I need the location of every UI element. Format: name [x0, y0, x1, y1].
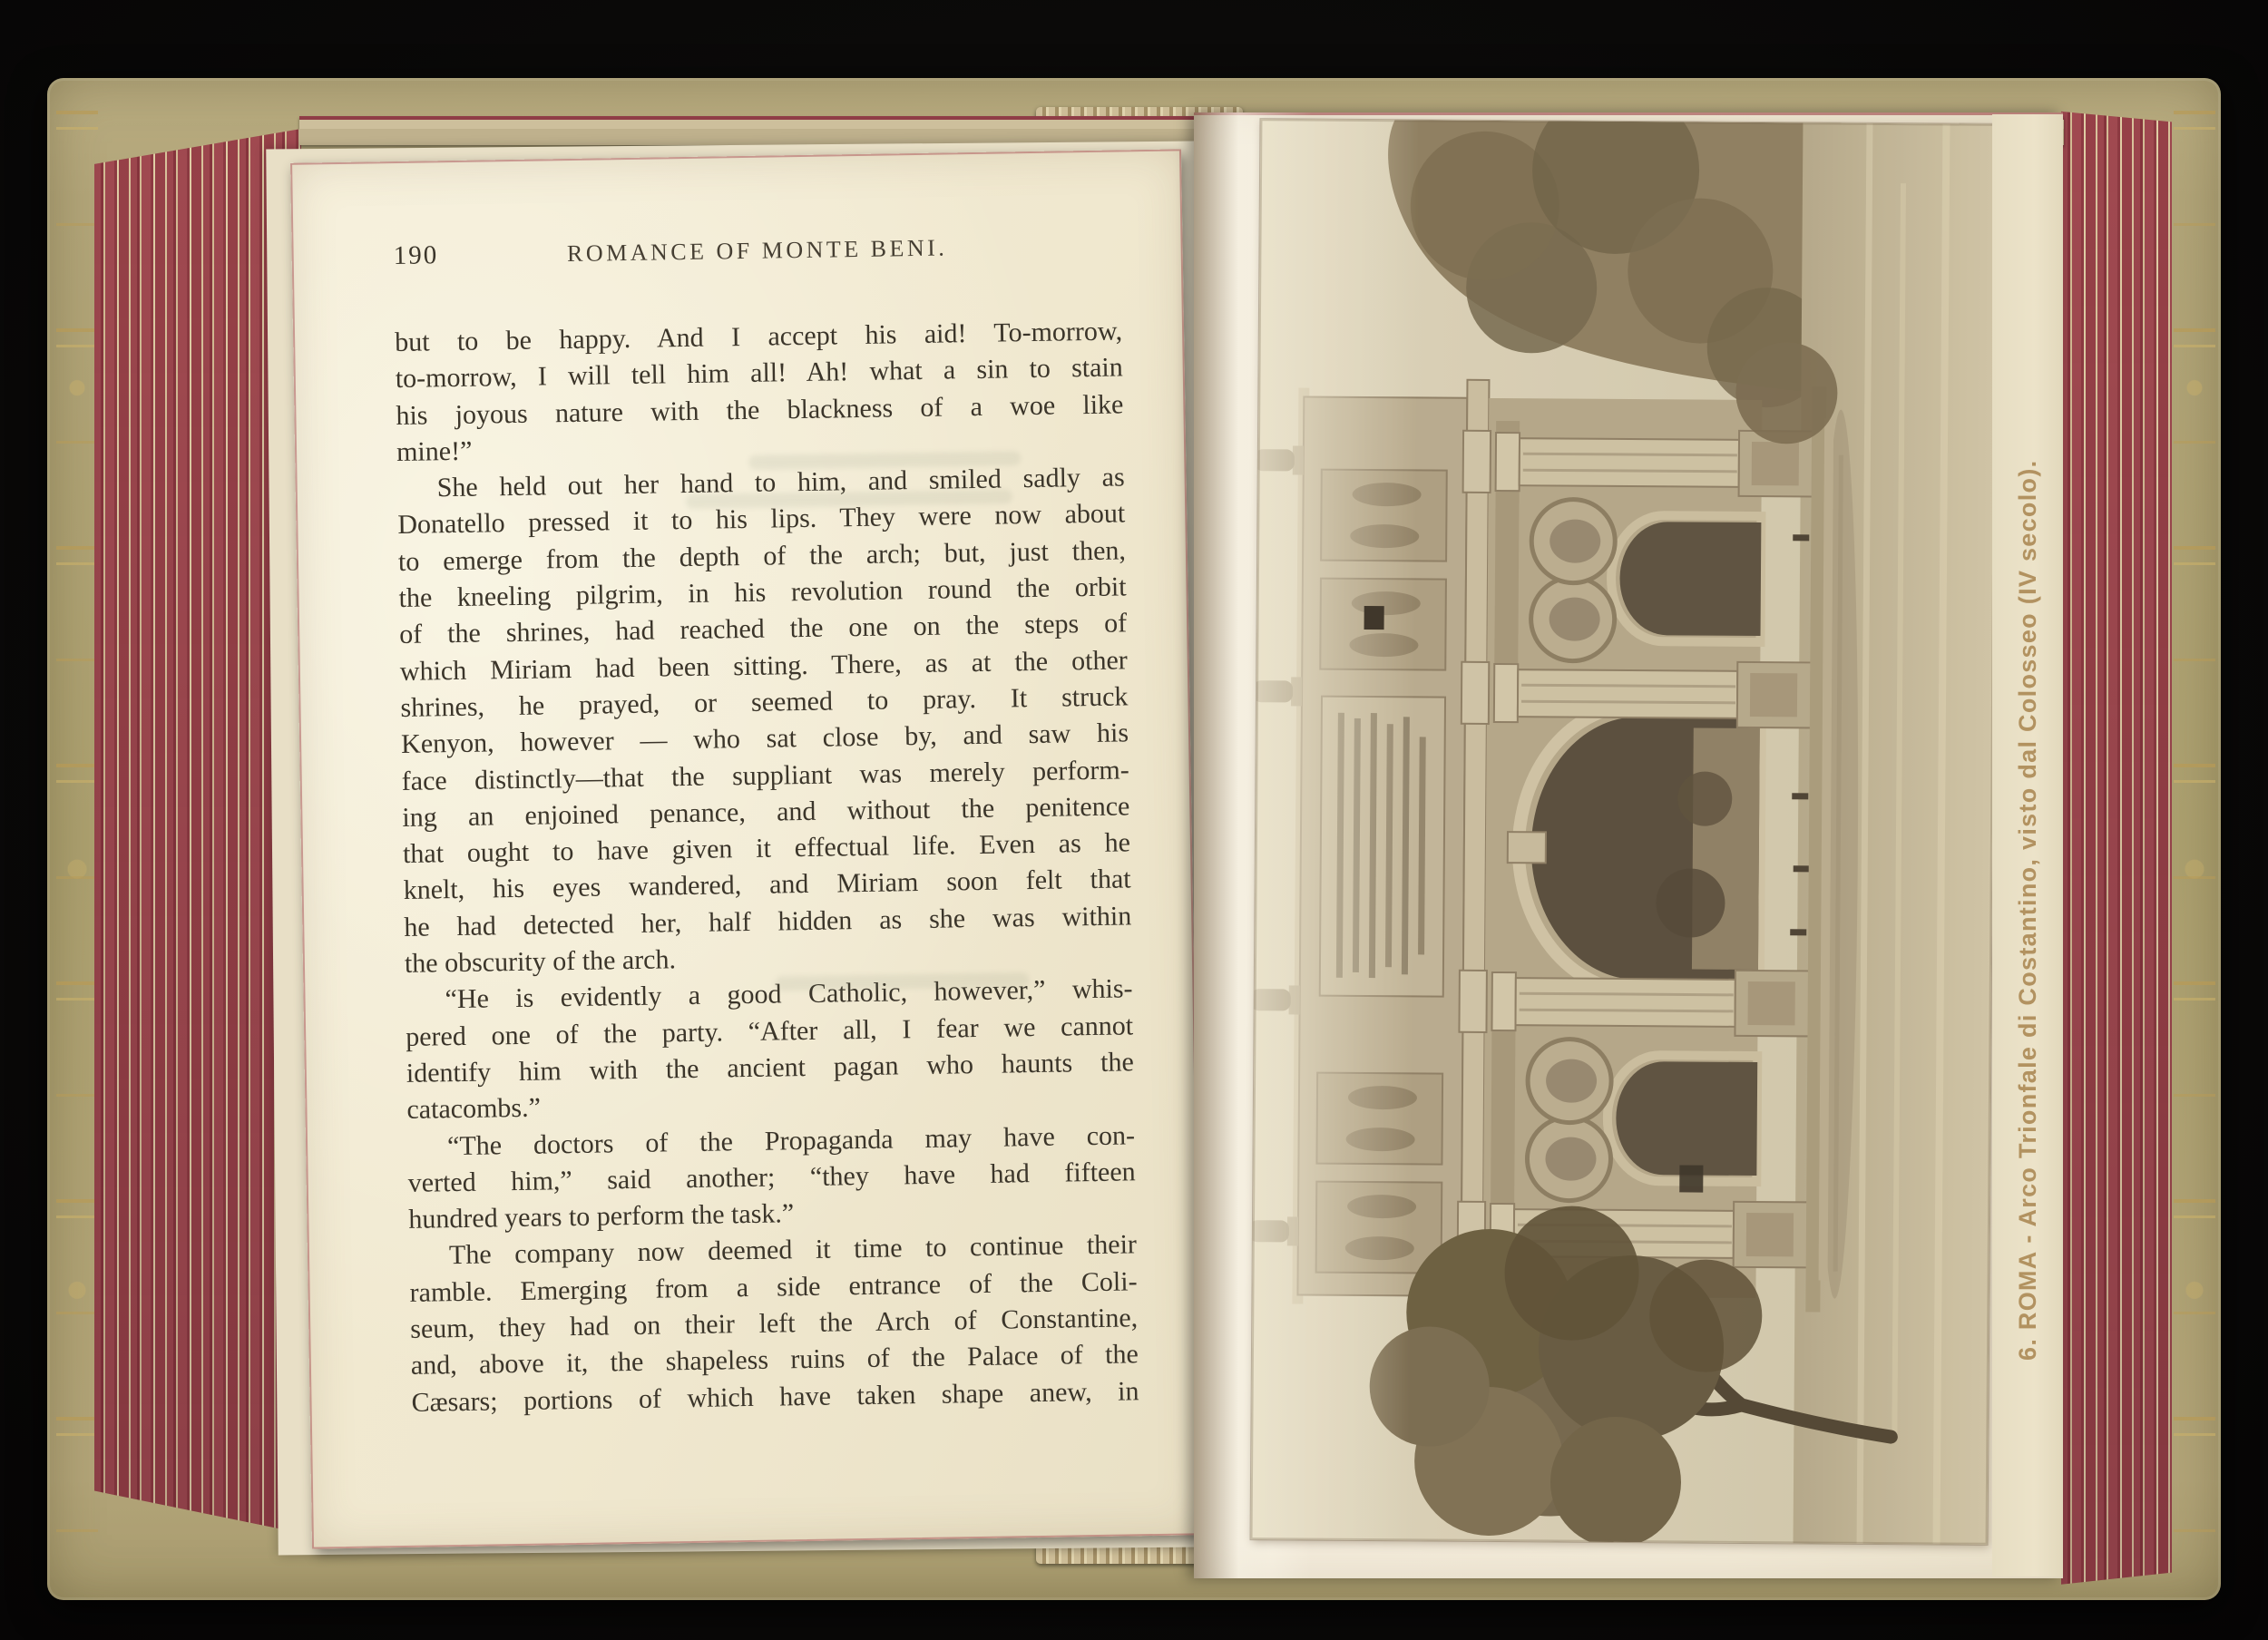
gold-tooling-right — [2174, 87, 2215, 1591]
text-line: “He is evidently a good Catholic, however,” whis- — [445, 973, 1133, 1015]
text-line: to-morrow, I will tell him all! Ah! what a sin to stain — [395, 352, 1123, 395]
text-line: ramble. Emerging from a side entrance of the Coli- — [409, 1266, 1138, 1308]
red-fore-edge-right — [2061, 107, 2172, 1587]
text-line: the kneeling pilgrim, in his revolution round the orbit — [398, 571, 1127, 614]
page-number: 190 — [393, 240, 439, 271]
sepia-tone-overlay — [1251, 119, 1998, 1545]
text-line: Kenyon, however — who sat close by, and saw his — [400, 718, 1129, 760]
text-line: The company now deemed it time to continue their — [448, 1229, 1138, 1271]
paragraph — [407, 1118, 1137, 1238]
paragraph — [395, 313, 1124, 471]
folio-row — [393, 229, 1121, 278]
text-line: identify him with the ancient pagan who haunts the — [406, 1047, 1134, 1088]
text-line: to emerge from the depth of the arch; but, just then, — [397, 535, 1127, 577]
running-header: ROMANCE OF MONTE BENI. — [566, 234, 948, 268]
text-line: mine!” — [396, 435, 473, 467]
left-text-page — [290, 149, 1203, 1548]
text-line: Cæsars; portions of which have taken shape anew, in — [411, 1375, 1139, 1418]
text-line: catacombs.” — [406, 1092, 542, 1126]
text-line: She held out her hand to him, and smiled sadly as — [436, 462, 1125, 503]
text-line: Donatello pressed it to his lips. They were now about — [397, 498, 1126, 541]
text-line: ing an enjoined penance, and without the penitence — [402, 791, 1130, 833]
text-line: seum, they had on their left the Arch of Constantine, — [410, 1303, 1139, 1344]
text-line: but to be happy. And I accept his aid! To-morrow, — [394, 316, 1123, 358]
photo-caption: 6. ROMA - Arco Trionfale di Costantino, visto dal Colosseo (IV secolo). — [2014, 459, 2041, 1361]
text-line: knelt, his eyes wandered, and Miriam soon felt that — [403, 864, 1131, 906]
text-line: he had detected her, half hidden as she was within — [404, 901, 1132, 942]
body-text — [395, 313, 1139, 1420]
text-line: hundred years to perform the task.” — [408, 1198, 795, 1235]
text-line: his joyous nature with the blackness of a woe like — [396, 389, 1124, 431]
text-line: pered one of the party. “After all, I fear we cannot — [405, 1010, 1134, 1052]
text-line: the obscurity of the arch. — [404, 944, 677, 979]
text-line: which Miriam had been sitting. There, as at the other — [399, 645, 1129, 687]
text-line: “The doctors of the Propaganda may have con- — [446, 1119, 1136, 1161]
gold-tooling-left — [56, 87, 98, 1591]
text-line: face distinctly—that the suppliant was merely perform- — [401, 754, 1129, 796]
photo-rotated-canvas — [1251, 119, 1998, 1545]
paragraph — [396, 460, 1132, 983]
paragraph — [409, 1227, 1139, 1421]
text-line: of the shrines, had reached the one on the steps of — [398, 608, 1128, 650]
paragraph — [405, 971, 1134, 1129]
text-line: verted him,” said another; “they have had fifteen — [407, 1157, 1136, 1198]
caption-strip — [1992, 114, 2063, 1577]
text-line: that ought to have given it effectual life. Even as he — [402, 827, 1131, 870]
arch-of-constantine-photograph — [1251, 119, 1998, 1545]
text-line: and, above it, the shapeless ruins of the Palace of the — [410, 1339, 1139, 1381]
text-line: shrines, he prayed, or seemed to pray. It struck — [400, 681, 1129, 723]
